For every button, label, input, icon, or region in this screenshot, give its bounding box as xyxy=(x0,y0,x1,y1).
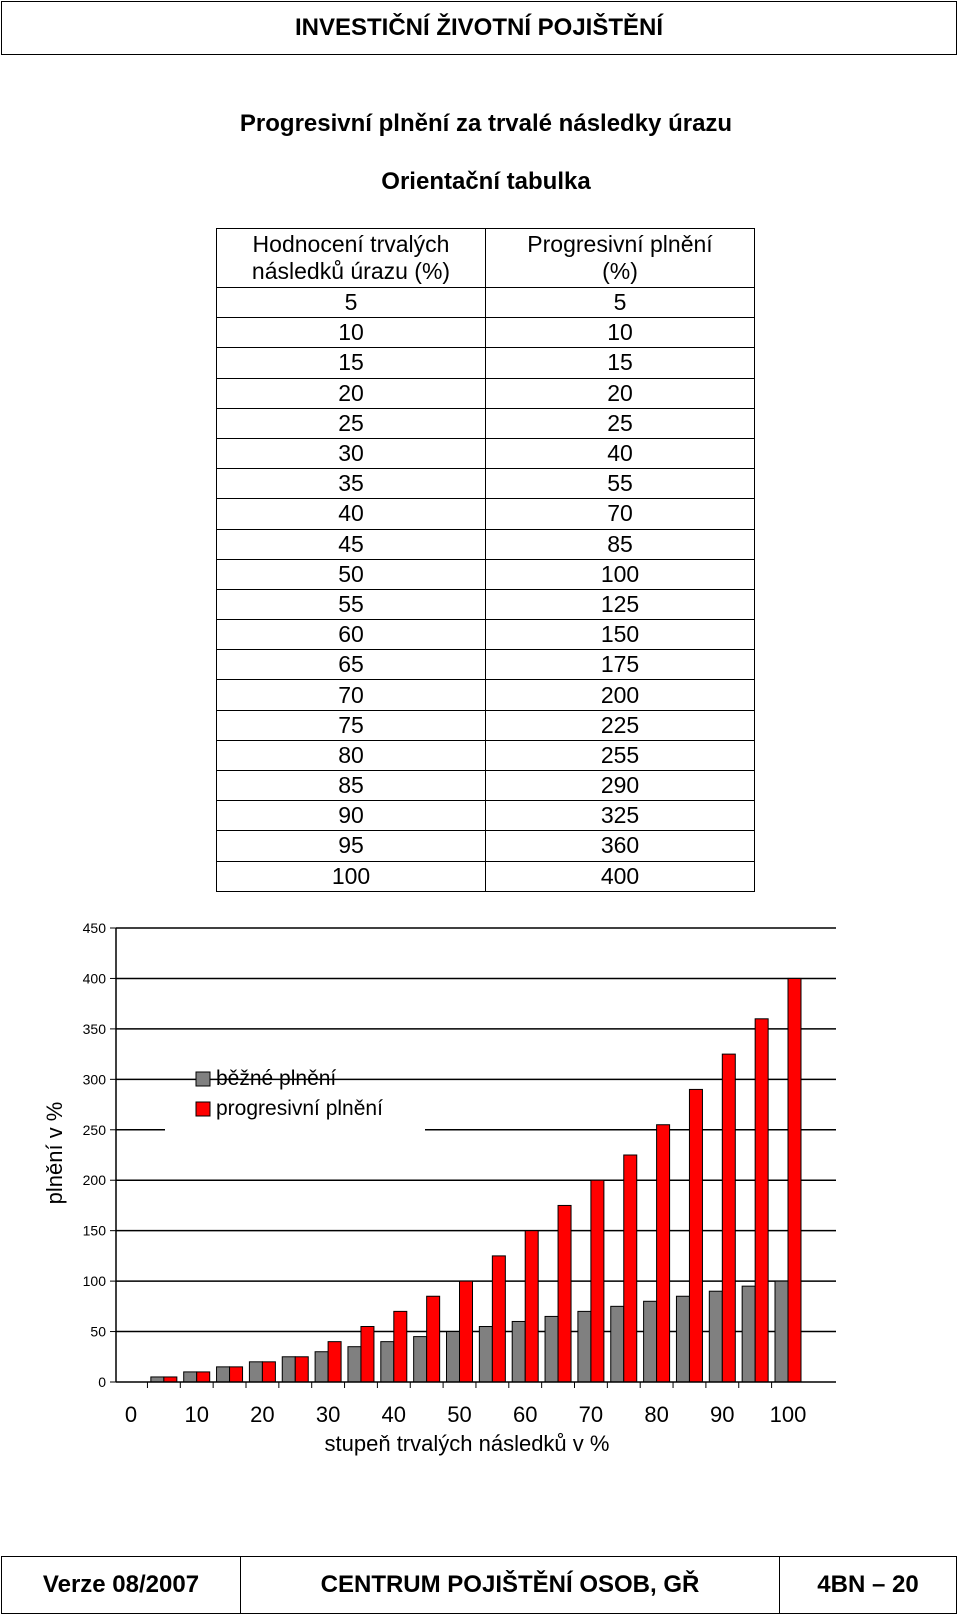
bar-regular xyxy=(348,1347,361,1382)
bar-progressive xyxy=(755,1019,768,1382)
header-box xyxy=(1,1,957,55)
bar-progressive xyxy=(164,1377,177,1382)
column-header-payout xyxy=(486,229,755,288)
x-tick-label: 80 xyxy=(644,1402,669,1427)
cell-severity: 60 xyxy=(217,620,486,650)
cell-severity: 75 xyxy=(217,710,486,740)
bar-regular xyxy=(578,1311,591,1382)
x-tick-label: 90 xyxy=(710,1402,735,1427)
cell-severity: 80 xyxy=(217,740,486,770)
x-tick-label: 100 xyxy=(769,1402,807,1427)
table-row xyxy=(217,710,755,740)
cell-payout: 5 xyxy=(486,288,755,318)
bar-progressive xyxy=(624,1155,637,1382)
cell-payout: 85 xyxy=(486,529,755,559)
footer-page-code: 4BN – 20 xyxy=(779,1557,956,1613)
cell-severity: 15 xyxy=(217,348,486,378)
column-header-line: (%) xyxy=(602,258,638,284)
bar-progressive xyxy=(492,1256,505,1382)
bar-progressive xyxy=(295,1357,308,1382)
table-row xyxy=(217,288,755,318)
table-row xyxy=(217,348,755,378)
table-row xyxy=(217,801,755,831)
x-tick-label: 50 xyxy=(447,1402,472,1427)
bar-progressive xyxy=(427,1296,440,1382)
x-tick-label: 10 xyxy=(184,1402,209,1427)
y-tick-label: 250 xyxy=(82,1121,106,1138)
table-row xyxy=(217,861,755,891)
table-row xyxy=(217,740,755,770)
cell-payout: 325 xyxy=(486,801,755,831)
values-table xyxy=(216,228,755,892)
legend-label: progresivní plnění xyxy=(216,1097,383,1120)
bar-regular xyxy=(775,1281,788,1382)
y-tick-label: 400 xyxy=(82,970,106,987)
cell-severity: 5 xyxy=(217,288,486,318)
cell-payout: 55 xyxy=(486,469,755,499)
table-row xyxy=(217,499,755,529)
table-caption: Orientační tabulka xyxy=(381,168,591,195)
bar-regular xyxy=(381,1342,394,1382)
cell-payout: 225 xyxy=(486,710,755,740)
bar-progressive xyxy=(558,1205,571,1382)
table-row xyxy=(217,589,755,619)
cell-payout: 255 xyxy=(486,740,755,770)
bar-regular xyxy=(217,1367,230,1382)
x-tick-label: 30 xyxy=(315,1402,341,1427)
cell-payout: 290 xyxy=(486,771,755,801)
cell-severity: 95 xyxy=(217,831,486,861)
bar-regular xyxy=(512,1321,525,1382)
cell-severity: 65 xyxy=(217,650,486,680)
table-row xyxy=(217,650,755,680)
table-row xyxy=(217,680,755,710)
bar-regular xyxy=(447,1332,460,1382)
y-tick-label: 50 xyxy=(90,1323,106,1340)
bar-progressive xyxy=(525,1231,538,1382)
bar-progressive xyxy=(328,1342,341,1382)
x-tick-label: 40 xyxy=(381,1402,407,1427)
cell-severity: 50 xyxy=(217,559,486,589)
table-row xyxy=(217,620,755,650)
table-row xyxy=(217,408,755,438)
bar-regular xyxy=(676,1296,689,1382)
bar-progressive xyxy=(788,978,801,1382)
column-header-line: Hodnocení trvalých xyxy=(252,231,450,257)
column-header-line: Progresivní plnění xyxy=(527,231,713,257)
table-row xyxy=(217,318,755,348)
cell-payout: 400 xyxy=(486,861,755,891)
table-body xyxy=(217,288,755,892)
cell-payout: 175 xyxy=(486,650,755,680)
cell-severity: 25 xyxy=(217,408,486,438)
bar-progressive xyxy=(230,1367,243,1382)
bar-progressive xyxy=(689,1089,702,1382)
bar-regular xyxy=(414,1337,427,1382)
cell-payout: 20 xyxy=(486,378,755,408)
cell-payout: 100 xyxy=(486,559,755,589)
legend-swatch xyxy=(196,1102,210,1116)
column-header-severity xyxy=(217,229,486,288)
y-tick-label: 200 xyxy=(82,1172,106,1189)
cell-payout: 360 xyxy=(486,831,755,861)
y-tick-label: 350 xyxy=(82,1020,106,1037)
x-tick-label: 60 xyxy=(512,1402,538,1427)
bar-regular xyxy=(315,1352,328,1382)
footer-box xyxy=(1,1556,957,1614)
bar-regular xyxy=(184,1372,197,1382)
y-tick-label: 0 xyxy=(98,1374,106,1390)
bar-progressive xyxy=(262,1362,275,1382)
y-tick-label: 150 xyxy=(82,1222,106,1239)
footer-version: Verze 08/2007 xyxy=(42,1571,200,1598)
bar-progressive xyxy=(591,1180,604,1382)
bar-regular xyxy=(479,1327,492,1382)
table-row xyxy=(217,831,755,861)
y-axis-label: plnění v % xyxy=(42,1101,67,1205)
payout-chart xyxy=(0,900,960,1456)
x-tick-label: 70 xyxy=(578,1402,604,1427)
cell-payout: 200 xyxy=(486,680,755,710)
cell-payout: 10 xyxy=(486,318,755,348)
table-row xyxy=(217,378,755,408)
bar-progressive xyxy=(361,1327,374,1382)
cell-payout: 70 xyxy=(486,499,755,529)
table-row xyxy=(217,438,755,468)
cell-severity: 20 xyxy=(217,378,486,408)
x-axis-label: stupeň trvalých následků v % xyxy=(324,1431,610,1456)
bar-progressive xyxy=(460,1281,473,1382)
table-row xyxy=(217,559,755,589)
cell-severity: 100 xyxy=(217,861,486,891)
cell-payout: 125 xyxy=(486,589,755,619)
x-tick-label: 0 xyxy=(124,1402,138,1427)
legend-label: běžné plnění xyxy=(216,1067,337,1090)
bar-regular xyxy=(709,1291,722,1382)
bar-regular xyxy=(151,1377,164,1382)
bar-regular xyxy=(249,1362,262,1382)
bar-regular xyxy=(282,1357,295,1382)
cell-payout: 25 xyxy=(486,408,755,438)
header-title: INVESTIČNÍ ŽIVOTNÍ POJIŠTĚNÍ xyxy=(294,14,664,41)
cell-severity: 30 xyxy=(217,438,486,468)
bar-regular xyxy=(611,1306,624,1382)
bar-regular xyxy=(545,1316,558,1382)
y-tick-label: 450 xyxy=(82,920,106,936)
cell-severity: 85 xyxy=(217,771,486,801)
cell-payout: 15 xyxy=(486,348,755,378)
table-row xyxy=(217,771,755,801)
bar-regular xyxy=(644,1301,657,1382)
legend-swatch xyxy=(196,1072,210,1086)
cell-severity: 35 xyxy=(217,469,486,499)
bar-progressive xyxy=(394,1311,407,1382)
column-header-line: následků úrazu (%) xyxy=(251,258,451,284)
cell-severity: 10 xyxy=(217,318,486,348)
table-row xyxy=(217,469,755,499)
y-tick-label: 100 xyxy=(82,1273,106,1290)
table-row xyxy=(217,529,755,559)
legend-box xyxy=(165,1081,425,1167)
x-tick-label: 20 xyxy=(250,1402,275,1427)
cell-severity: 90 xyxy=(217,801,486,831)
bar-progressive xyxy=(197,1372,210,1382)
bar-progressive xyxy=(657,1125,670,1382)
bar-progressive xyxy=(722,1054,735,1382)
footer-department: CENTRUM POJIŠTĚNÍ OSOB, GŘ xyxy=(240,1557,779,1613)
cell-payout: 40 xyxy=(486,438,755,468)
cell-payout: 150 xyxy=(486,620,755,650)
cell-severity: 45 xyxy=(217,529,486,559)
page-title: Progresivní plnění za trvalé následky úrazu xyxy=(239,110,733,137)
cell-severity: 55 xyxy=(217,589,486,619)
cell-severity: 70 xyxy=(217,680,486,710)
bar-regular xyxy=(742,1286,755,1382)
cell-severity: 40 xyxy=(217,499,486,529)
y-tick-label: 300 xyxy=(82,1071,106,1088)
